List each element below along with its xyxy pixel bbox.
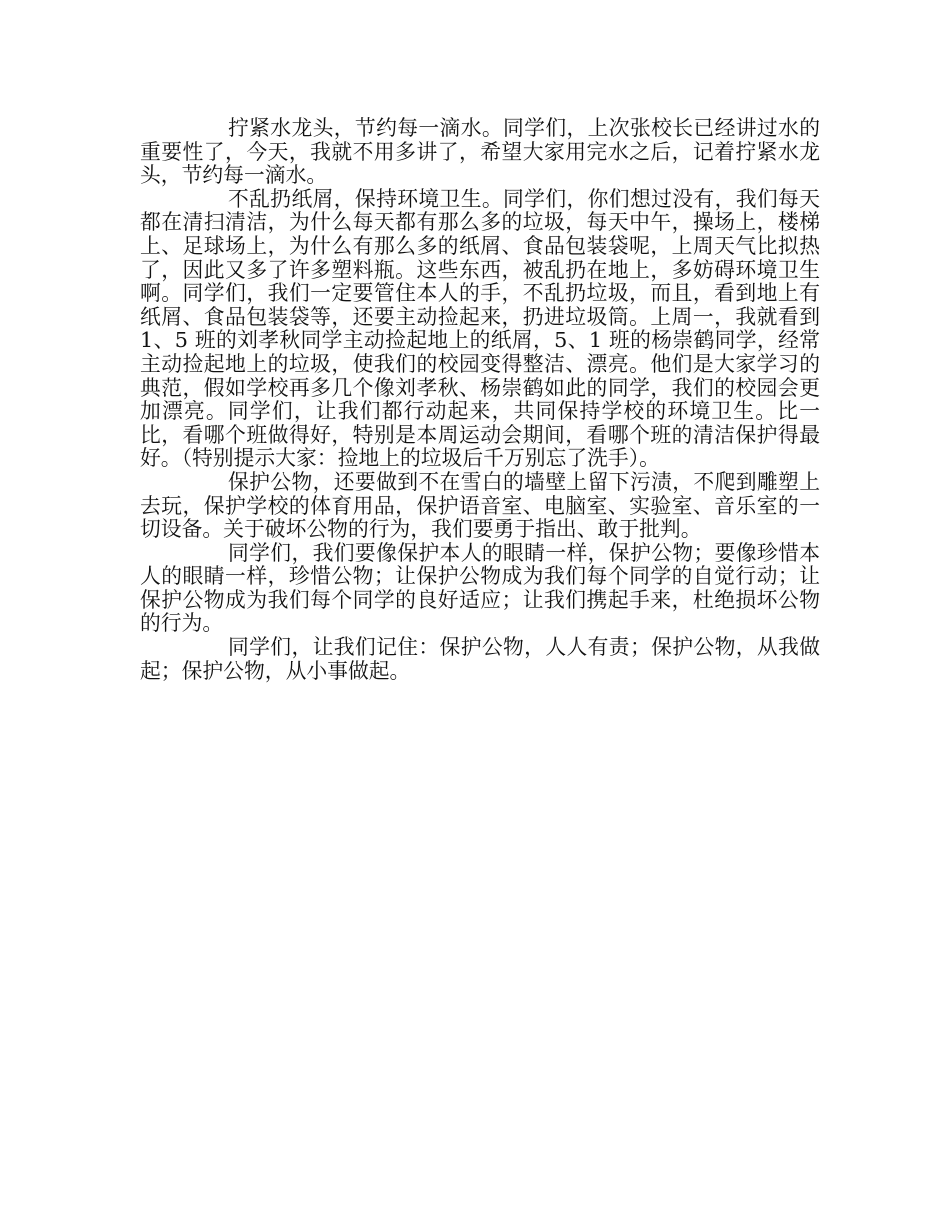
paragraph-protect-like-eyes: 同学们，我们要像保护本人的眼睛一样，保护公物；要像珍惜本人的眼睛一样，珍惜公物；让保护公物成为我们每个同学的自觉行动；让保护公物成为我们每个同学的良好适应；让我们携起手来，杜绝损坏公物的行为。: [140, 540, 820, 636]
paragraph-public-property: 保护公物，还要做到不在雪白的墙壁上留下污渍，不爬到雕塑上去玩，保护学校的体育用品，保护语音室、电脑室、实验室、音乐室的一切设备。关于破坏公物的行为，我们要勇于指出、敢于批判。: [140, 469, 820, 542]
paragraph-water-saving: 拧紧水龙头，节约每一滴水。同学们，上次张校长已经讲过水的重要性了，今天，我就不用多讲了，希望大家用完水之后，记着拧紧水龙头，节约每一滴水。: [140, 116, 820, 188]
paragraph-environment: 不乱扔纸屑，保持环境卫生。同学们，你们想过没有，我们每天都在清扫清洁，为什么每天都有那么多的垃圾，每天中午，操场上，楼梯上、足球场上，为什么有那么多的纸屑、食品包装袋呢，上周天气比拟热了，因此又多了许多塑料瓶。这些东西，被乱扔在地上，多妨碍环境卫生啊。同学们，我们一定要管住本人的手，不乱扔垃圾，而且，看到地上有纸屑、食品包装袋等，还要主动捡起来，扔进垃圾筒。上周一，我就看到 1、5 班的刘孝秋同学主动捡起地上的纸屑，5、1 班的杨崇鹤同学，经常主动捡起地上的垃圾，使我们的校园变得整洁、漂亮。他们是大家学习的典范，假如学校再多几个像刘孝秋、杨崇鹤如此的同学，我们的校园会更加漂亮。同学们，让我们都行动起来，共同保持学校的环境卫生。比一比，看哪个班做得好，特别是本周运动会期间，看哪个班的清洁保护得最好。（特别提示大家：捡地上的垃圾后千万别忘了洗手）。: [140, 186, 820, 471]
paragraph-conclusion: 同学们，让我们记住：保护公物，人人有责；保护公物，从我做起；保护公物，从小事做起。: [140, 635, 820, 683]
document-body: [140, 117, 820, 683]
